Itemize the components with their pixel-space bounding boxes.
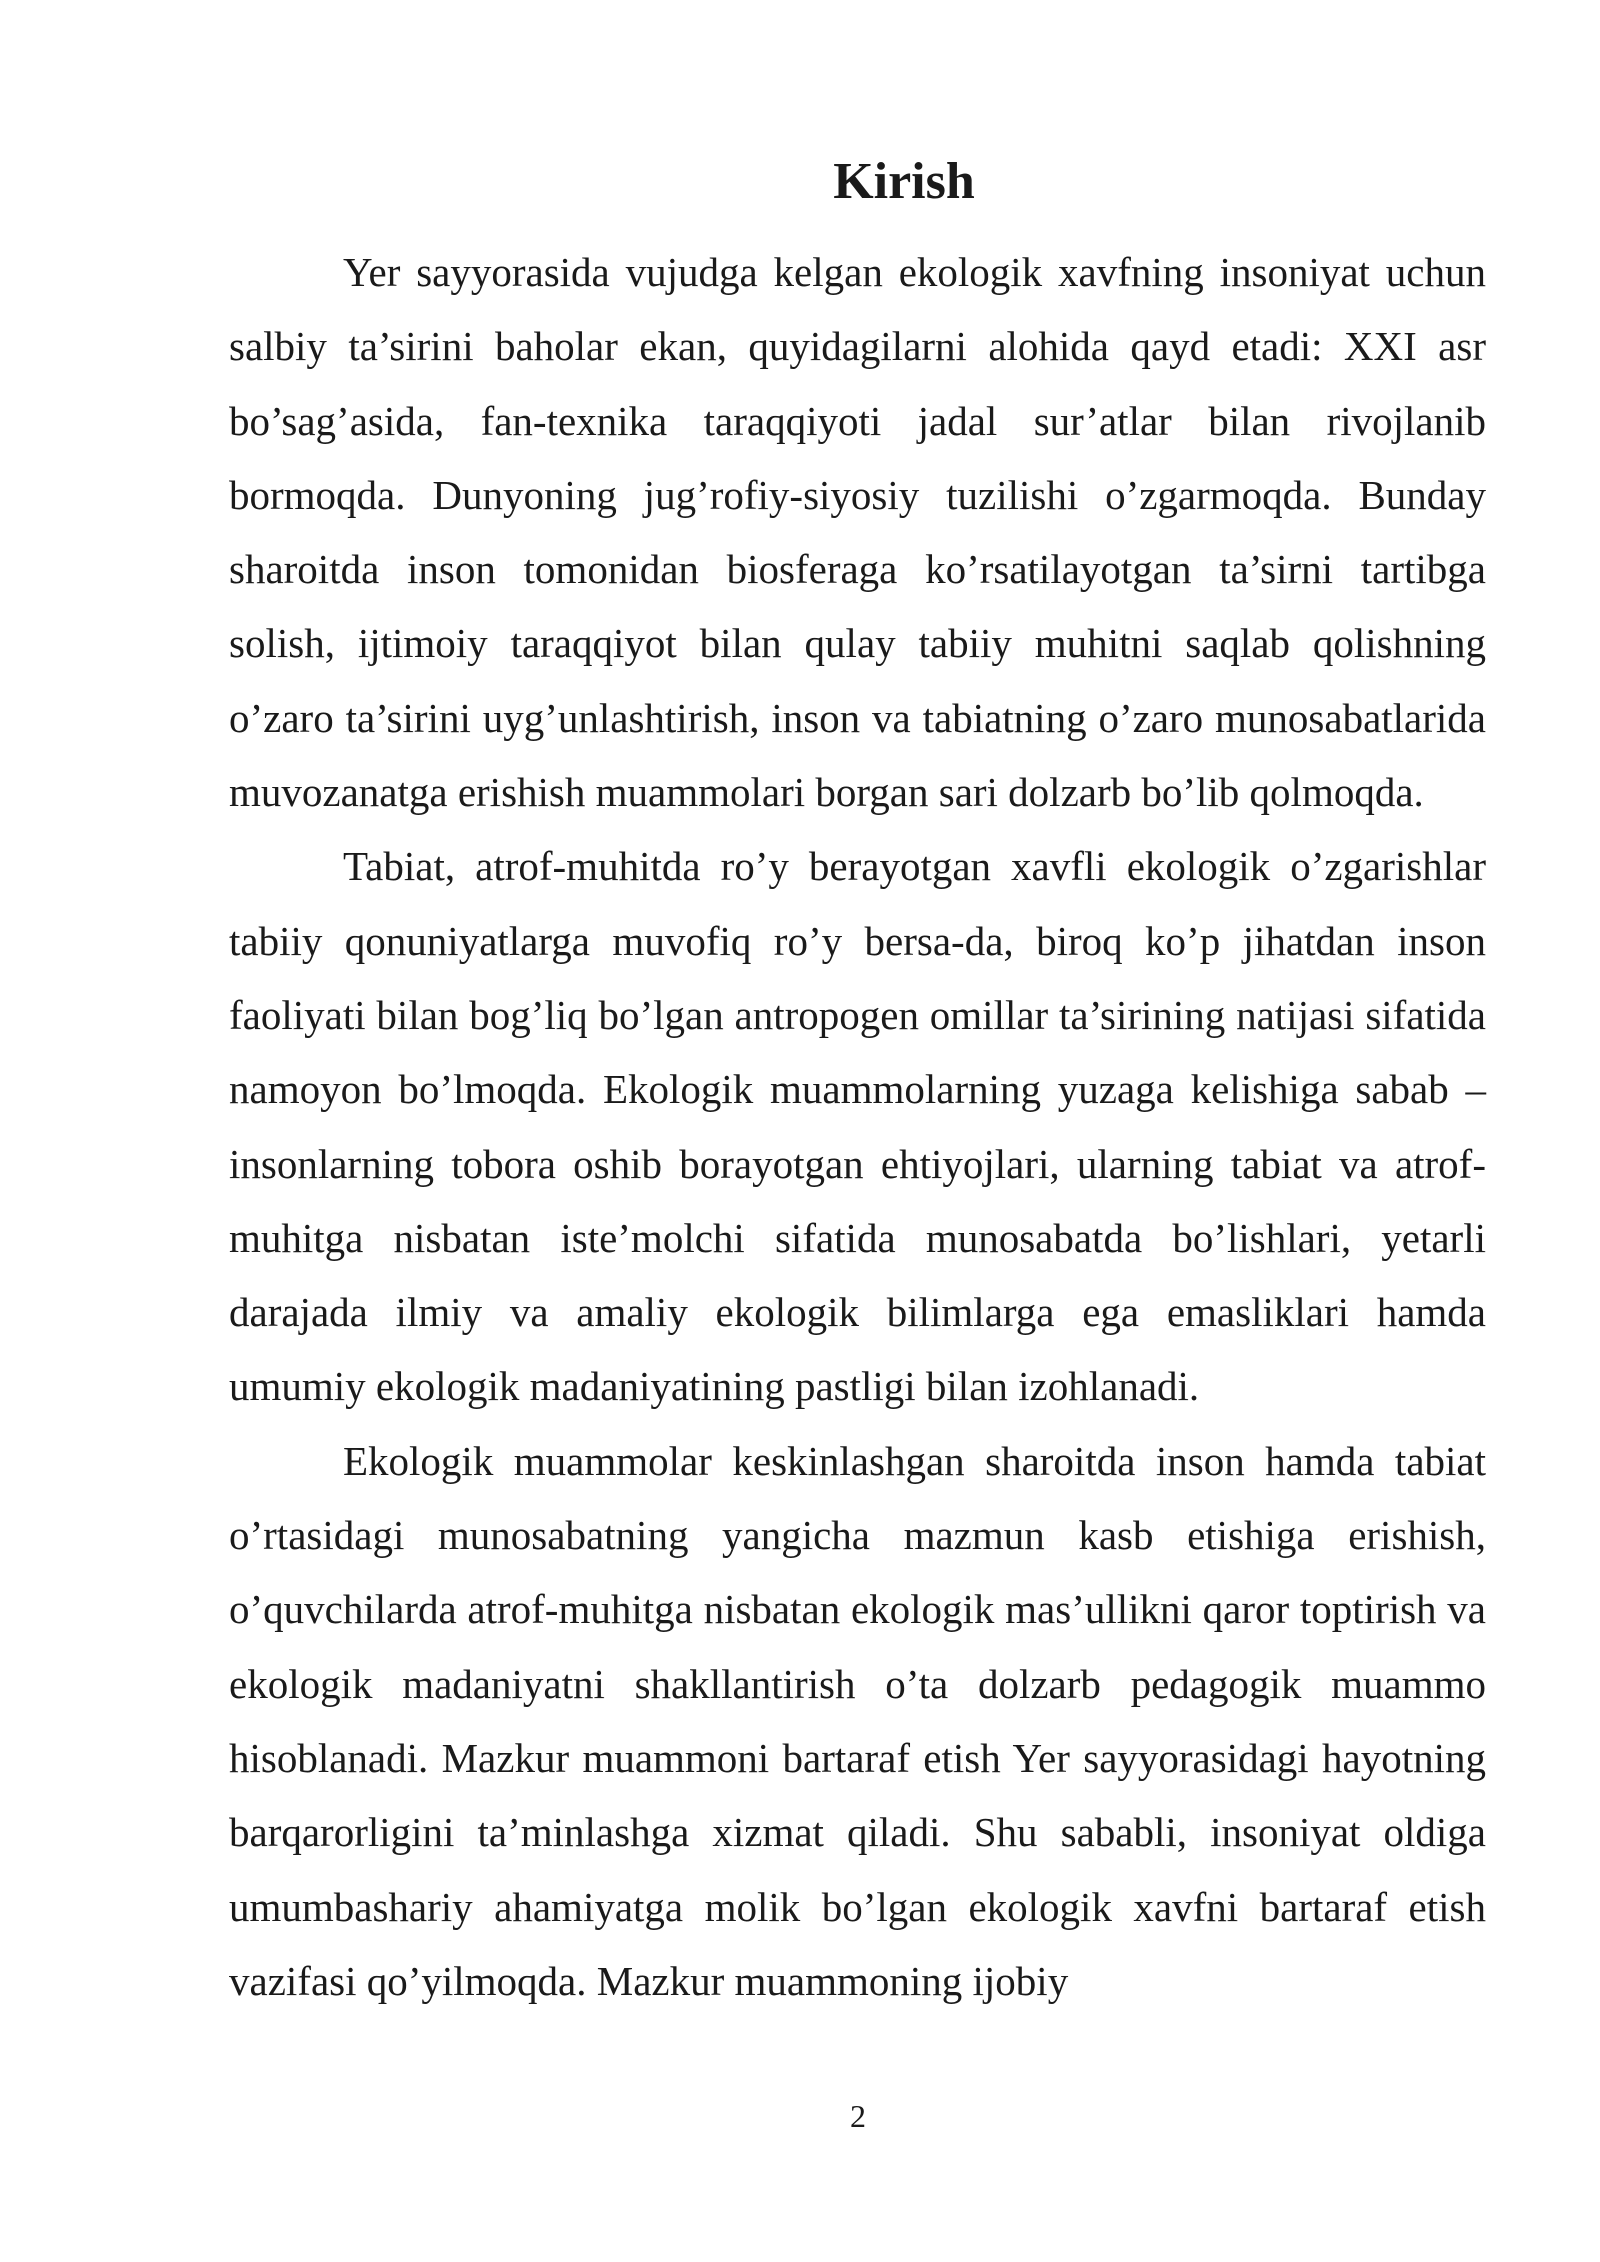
paragraph-1: Yer sayyorasida vujudga kelgan ekologik xavfning insoniyat uchun salbiy ta’sirini baholar ekan, quyidagilarni alohida qayd etadi: XXI asr bo’sag’asida, fan-texnika taraqqiyoti jadal sur’atlar bilan rivojlanib bormoqda. Dunyoning jug’rofiy-siyosiy tuzilishi o’zgarmoqda. Bunday sharoitda inson tomonidan biosferaga ko’rsatilayotgan ta’sirni tartibga solish, ijtimoiy taraqqiyot bilan qulay tabiiy muhitni saqlab qolishning o’zaro ta’sirini uyg’unlashtirish, inson va tabiatning o’zaro munosabatlarida muvozanatga erishish muammolari borgan sari dolzarb bo’lib qolmoqda. [229,249,1486,816]
paragraph-2: Tabiat, atrof-muhitda ro’y berayotgan xavfli ekologik o’zgarishlar tabiiy qonuniyatlarga muvofiq ro’y bersa-da, biroq ko’p jihatdan inson faoliyati bilan bog’liq bo’lgan antropogen omillar ta’sirining natijasi sifatida namoyon bo’lmoqda. Ekologik muammolarning yuzaga kelishiga sabab – insonlarning tobora oshib borayotgan ehtiyojlari, ularning tabiat va atrof-muhitga nisbatan iste’molchi sifatida munosabatda bo’lishlari, yetarli darajada ilmiy va amaliy ekologik bilimlarga ega emasliklari hamda umumiy ekologik madaniyatining pastligi bilan izohlanadi. [229,843,1486,1410]
page-number: 2 [850,2098,866,2134]
paragraph-3: Ekologik muammolar keskinlashgan sharoitda inson hamda tabiat o’rtasidagi munosabatning yangicha mazmun kasb etishiga erishish, o’quvchilarda atrof-muhitga nisbatan ekologik mas’ullikni qaror toptirish va ekologik madaniyatni shakllantirish o’ta dolzarb pedagogik muammo hisoblanadi. Mazkur muammoni bartaraf etish Yer sayyorasidagi hayotning barqarorligini ta’minlashga xizmat qiladi. Shu sababli, insoniyat oldiga umumbashariy ahamiyatga molik bo’lgan ekologik xavfni bartaraf etish vazifasi qo’yilmoqda. Mazkur muammoning ijobiy [229,1437,1486,2004]
body-text [229,235,1486,2018]
page-title: Kirish [833,153,975,210]
